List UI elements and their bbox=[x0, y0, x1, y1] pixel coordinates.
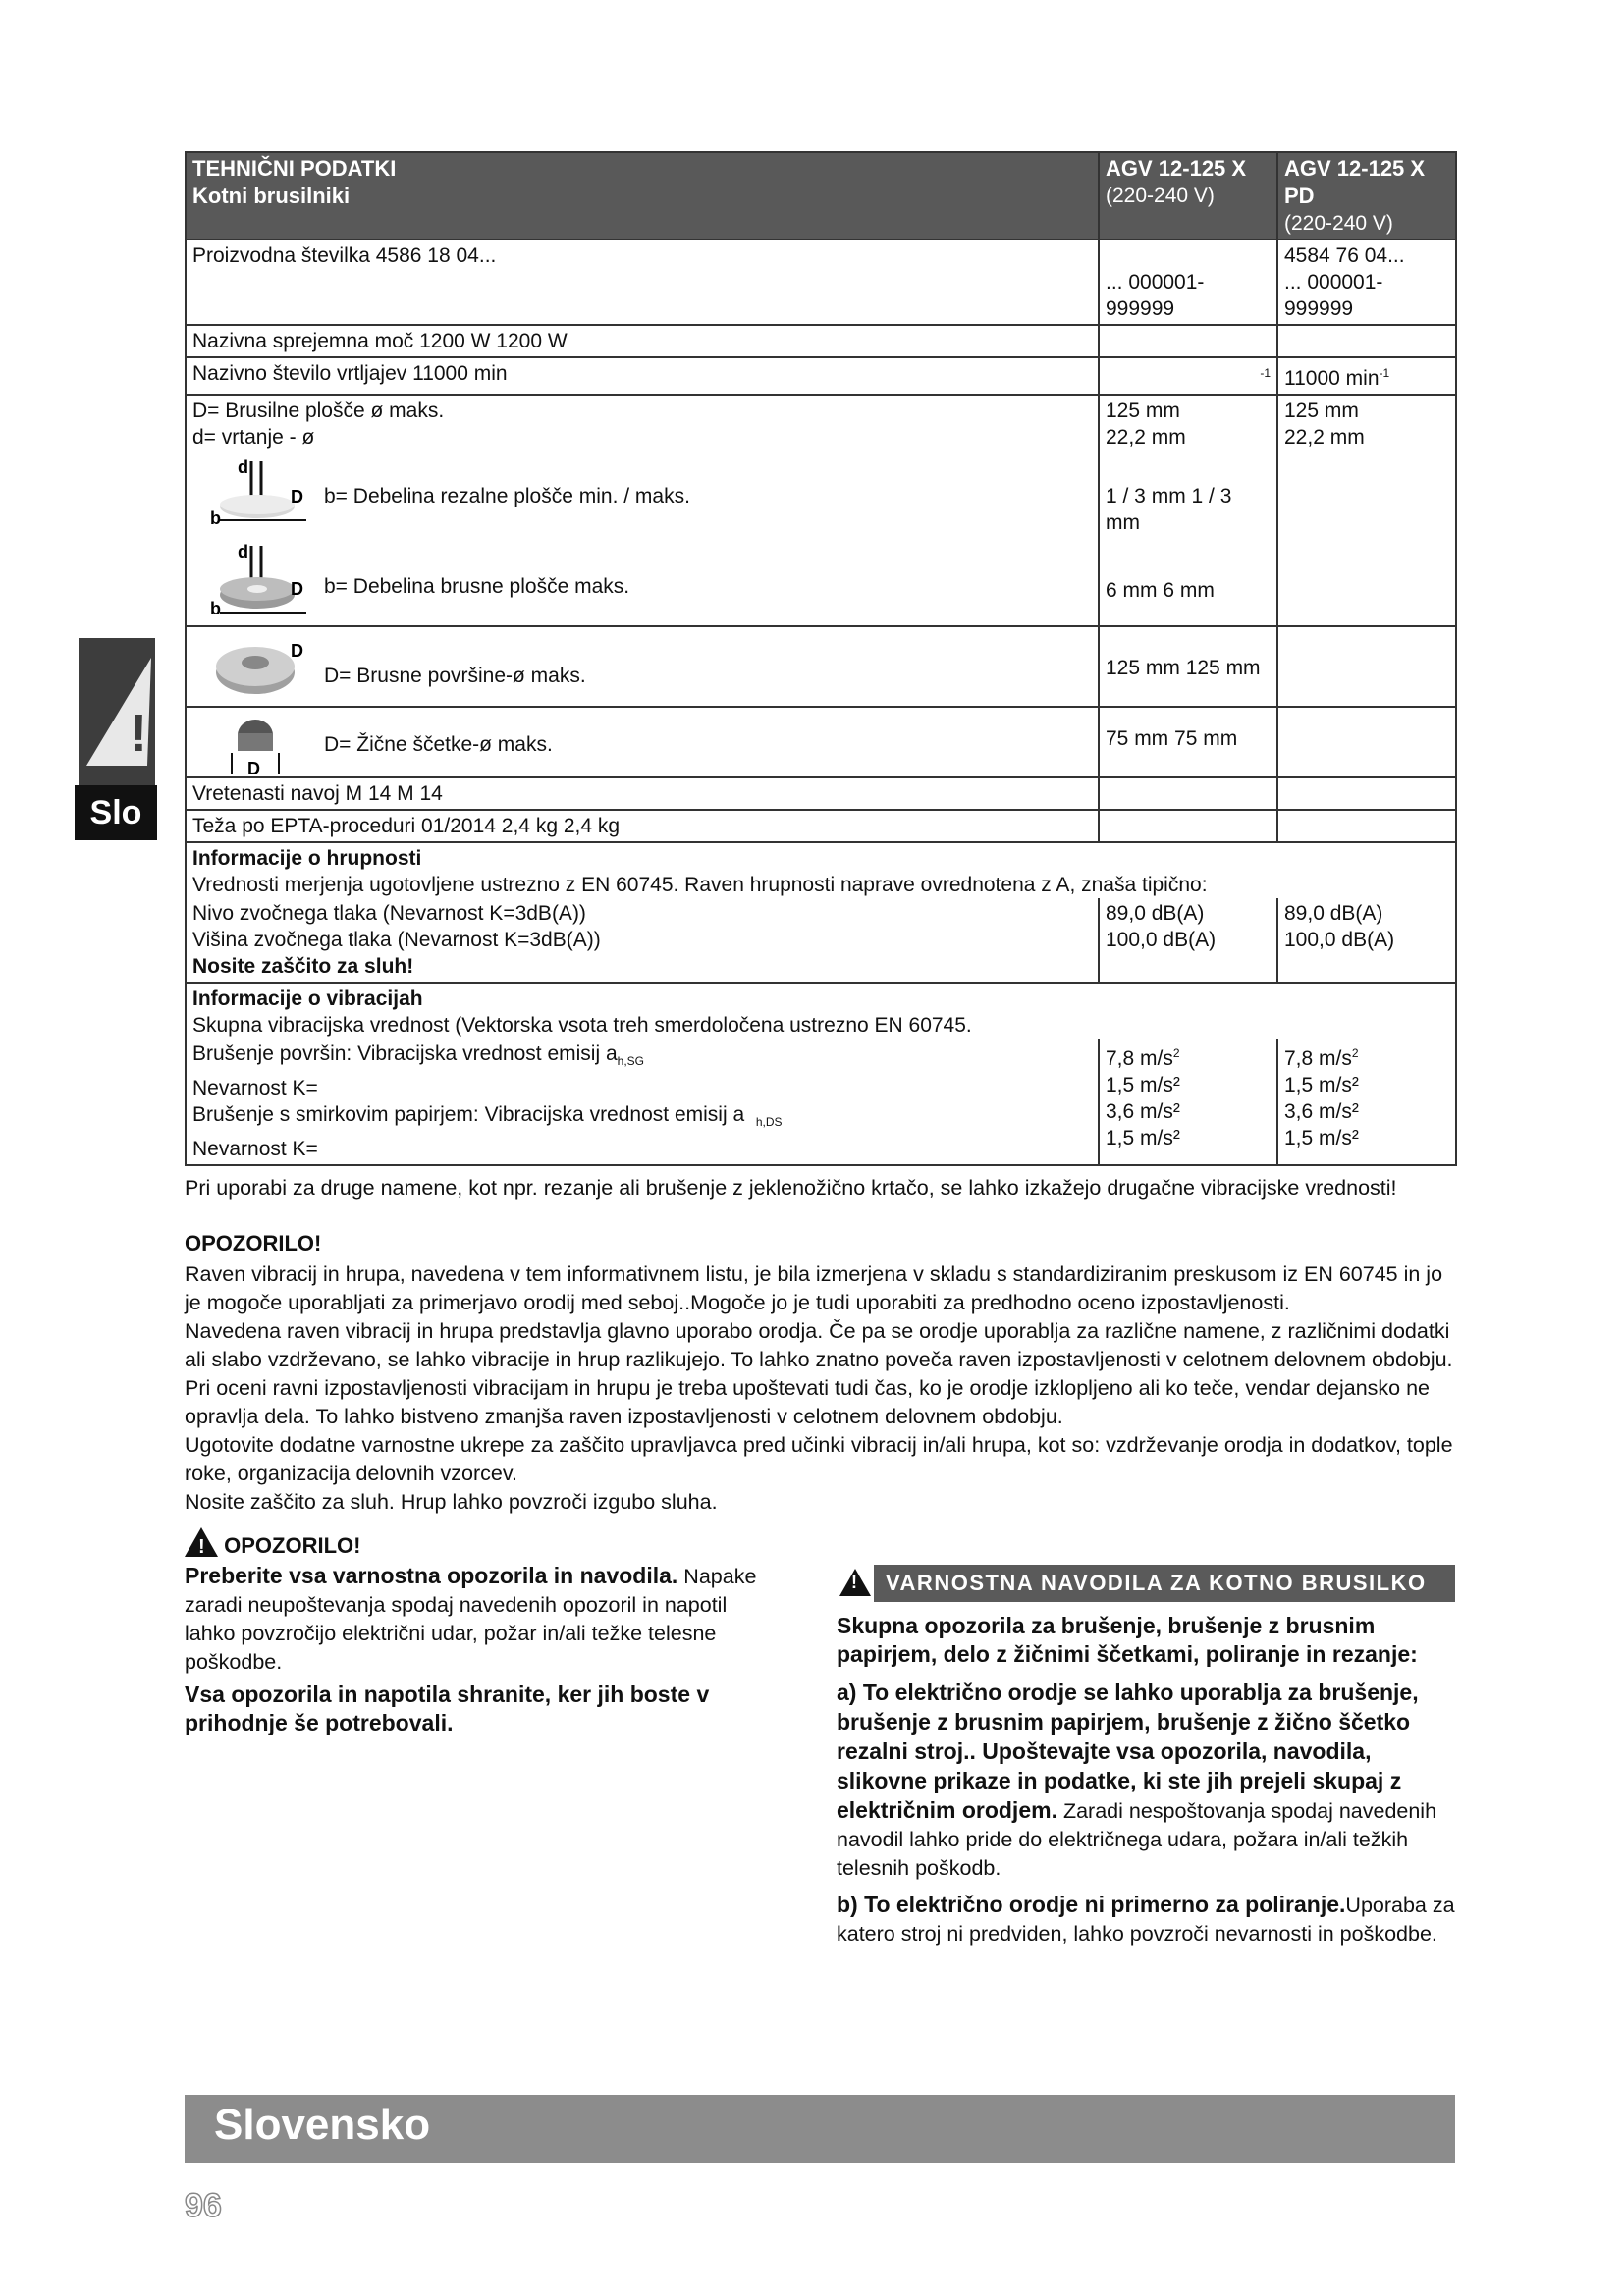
svg-text:d: d bbox=[238, 544, 248, 561]
table-row bbox=[186, 626, 1456, 707]
sound-pressure-label: Nivo zvočnega tlaka (Nevarnost K=3dB(A)) bbox=[192, 902, 586, 925]
sanding-diameter-label: D= Brusne površine-ø maks. bbox=[324, 665, 586, 687]
vib-col2-surface-sup: 2 bbox=[1351, 1046, 1359, 1060]
noise-col1-power: 100,0 dB(A) bbox=[1106, 929, 1217, 951]
vib-col2-surface: 7,8 m/s bbox=[1284, 1047, 1352, 1070]
sound-power-label: Višina zvočnega tlaka (Nevarnost K=3dB(A)) bbox=[192, 929, 601, 951]
instruction-b-bold: b) To električno orodje ni primerno za poliranje. bbox=[837, 1892, 1346, 1917]
speed-label: Nazivno število vrtljajev 11000 min bbox=[186, 357, 1099, 395]
disc-col1-bore: 22,2 mm bbox=[1106, 426, 1186, 449]
power-label: Nazivna sprejemna moč 1200 W 1200 W bbox=[186, 325, 1099, 357]
warning-paragraph: Raven vibracij in hrupa, navedena v tem informativnem listu, je bila izmerjena v skladu s standardiziranim preskusom iz EN 60745 in jo je mogoče uporabljati za primerjavo orodij med seboj..Mogoče jo je tudi uporabiti za predhodno oceno izpostavljenosti. bbox=[185, 1262, 1443, 1314]
noise-intro-cell bbox=[186, 842, 1456, 898]
language-footer-bar bbox=[185, 2095, 1455, 2163]
technical-data-table bbox=[185, 151, 1457, 1166]
table-title: TEHNIČNI PODATKI bbox=[192, 156, 397, 181]
svg-text:D: D bbox=[291, 487, 303, 507]
product-number-prefix: 4584 76 04... bbox=[1284, 244, 1405, 267]
speed-unit-sup: -1 bbox=[1379, 366, 1390, 380]
instruction-b bbox=[837, 1891, 1455, 1949]
instruction-b-text: Uporaba za katero stroj ni predviden, lahko povzroči nevarnosti in poškodbe. bbox=[837, 1894, 1455, 1946]
model-2-header bbox=[1277, 152, 1456, 240]
surface-grinding-sub: h,SG bbox=[617, 1054, 644, 1069]
model-1-header bbox=[1099, 152, 1277, 240]
instruction-a-text: Zaradi nespoštovanja spodaj navedenih navodil lahko pride do električnega udara, požara in/ali težkih telesnih poškodb. bbox=[837, 1799, 1437, 1880]
noise-col1-pressure: 89,0 dB(A) bbox=[1106, 902, 1205, 925]
table-row bbox=[186, 395, 1456, 454]
noise-labels bbox=[186, 898, 1099, 983]
table-row bbox=[186, 707, 1456, 777]
brush-col1: 75 mm 75 mm bbox=[1099, 707, 1277, 777]
side-tab-label: Slo bbox=[75, 785, 157, 840]
svg-text:D: D bbox=[247, 759, 260, 778]
noise-col1 bbox=[1099, 898, 1277, 983]
svg-text:b: b bbox=[210, 508, 221, 528]
table-row bbox=[186, 357, 1456, 395]
page-number: 96 bbox=[185, 2187, 222, 2224]
keep-instructions: Vsa opozorila in napotila shranite, ker jih boste v prihodnje še potrebovali. bbox=[185, 1682, 710, 1735]
thread-label: Vretenasti navoj M 14 M 14 bbox=[186, 777, 1099, 810]
warning-paragraph: Ugotovite dodatne varnostne ukrepe za zaščito upravljavca pred učinki vibracij in/ali hrupa, kot so: vzdrževanje orodja in dodatkov, tople roke, organizacija delovnih vzorcev. bbox=[185, 1433, 1453, 1485]
svg-text:d: d bbox=[238, 459, 248, 477]
disc-col2 bbox=[1277, 395, 1456, 454]
common-warnings-heading: Skupna opozorila za brušenje, brušenje z brusnim papirjem, delo z žičnimi ščetkami, poliranje in rezanje: bbox=[837, 1613, 1418, 1667]
noise-values-row bbox=[186, 898, 1456, 983]
general-warning-heading bbox=[185, 1527, 764, 1560]
general-warning-text bbox=[185, 1562, 764, 1677]
warning-paragraph: Pri oceni ravni izpostavljenosti vibracijam in hrupu je treba upoštevati tudi čas, ko je orodje izklopljeno ali ko teče, vendar dejansko ne opravlja dela. To lahko bistveno zmanjša raven izpostavljenosti v celotnem delovnem obdobju. bbox=[185, 1376, 1430, 1428]
disc-col1 bbox=[1099, 395, 1277, 454]
table-row bbox=[186, 454, 1456, 538]
general-warning-title: OPOZORILO! bbox=[224, 1533, 361, 1558]
cutting-disc-icon bbox=[210, 459, 308, 528]
table-row bbox=[186, 810, 1456, 842]
grinding-thickness-label: b= Debelina brusne plošče maks. bbox=[324, 575, 630, 598]
model-1-title: AGV 12-125 X bbox=[1106, 156, 1247, 181]
warning-paragraph: Nosite zaščito za sluh. Hrup lahko povzroči izgubo sluha. bbox=[185, 1490, 718, 1514]
brush-diameter-label: D= Žične ščetke-ø maks. bbox=[324, 733, 553, 756]
model-1-voltage: (220-240 V) bbox=[1106, 185, 1215, 207]
disc-col2-diameter: 125 mm bbox=[1284, 400, 1359, 422]
disc-col2-bore: 22,2 mm bbox=[1284, 426, 1365, 449]
language-side-tab bbox=[75, 638, 157, 840]
svg-text:!: ! bbox=[130, 704, 147, 763]
warning-body bbox=[185, 1260, 1455, 1517]
model-2-voltage: (220-240 V) bbox=[1284, 212, 1393, 235]
table-subtitle: Kotni brusilniki bbox=[192, 184, 351, 208]
instruction-a-bold: a) To električno orodje se lahko uporablja za brušenje, brušenje z brusnim papirjem, brušenje z žično ščetko rezalni stroj.. Upoštevajte vsa opozorila, navodila, slikovne prikaze in podatke, ki ste jih prejeli skupaj z električnim orodjem. bbox=[837, 1680, 1419, 1823]
vib-col2-paper: 3,6 m/s² bbox=[1284, 1100, 1359, 1123]
noise-heading: Informacije o hrupnosti bbox=[192, 847, 422, 870]
noise-section bbox=[186, 842, 1456, 898]
cutting-cell bbox=[186, 454, 1099, 538]
warning-triangle-icon bbox=[185, 1527, 218, 1557]
instruction-a bbox=[837, 1679, 1455, 1883]
warning-triangle-glyph: ! bbox=[198, 1536, 205, 1558]
sanding-paper-label: Brušenje s smirkovim papirjem: Vibracijska vrednost emisij a bbox=[192, 1103, 745, 1127]
vibration-intro: Skupna vibracijska vrednost (Vektorska vsota treh smerdoločena ustrezno EN 60745. bbox=[192, 1014, 972, 1037]
speed-col2 bbox=[1277, 357, 1456, 395]
sanding-paper-sub: h,DS bbox=[755, 1115, 783, 1130]
uncertainty-label-1: Nevarnost K= bbox=[192, 1077, 318, 1100]
table-title-cell bbox=[186, 152, 1099, 240]
table-row bbox=[186, 240, 1456, 325]
vib-col1-surface: 7,8 m/s bbox=[1106, 1047, 1173, 1070]
sanding-disc-icon bbox=[210, 633, 308, 702]
speed-col1: -1 bbox=[1099, 357, 1277, 395]
table-row bbox=[186, 325, 1456, 357]
wear-ear-protection: Nosite zaščito za sluh! bbox=[192, 955, 414, 978]
warning-triangle-icon bbox=[837, 1565, 874, 1602]
read-instructions-bold: Preberite vsa varnostna opozorila in navodila. bbox=[185, 1563, 678, 1588]
product-number-col1: ... 000001-999999 bbox=[1099, 240, 1277, 325]
general-warning-block bbox=[185, 1527, 764, 1737]
bar-warning-glyph: ! bbox=[851, 1573, 859, 1592]
vibration-values-row bbox=[186, 1039, 1456, 1165]
product-number-label: Proizvodna številka 4586 18 04... bbox=[186, 240, 1099, 325]
noise-col2 bbox=[1277, 898, 1456, 983]
vib-col1-risk2: 1,5 m/s² bbox=[1106, 1127, 1180, 1149]
safety-instructions-bar bbox=[837, 1565, 1455, 1602]
noise-col2-pressure: 89,0 dB(A) bbox=[1284, 902, 1383, 925]
warning-icon bbox=[79, 638, 155, 785]
weight-label: Teža po EPTA-proceduri 01/2014 2,4 kg 2,4 kg bbox=[186, 810, 1099, 842]
vib-col1-risk1: 1,5 m/s² bbox=[1106, 1074, 1180, 1096]
footer-language-title: Slovensko bbox=[214, 2101, 431, 2149]
vibration-labels bbox=[186, 1039, 1099, 1165]
uncertainty-label-2: Nevarnost K= bbox=[192, 1138, 318, 1161]
angle-grinder-safety-block bbox=[837, 1612, 1455, 1949]
cutting-thickness-label: b= Debelina rezalne plošče min. / maks. bbox=[324, 485, 690, 507]
model-2-title: AGV 12-125 X PD bbox=[1284, 156, 1426, 208]
grinding-col1: 6 mm 6 mm bbox=[1099, 538, 1277, 626]
vib-col2-risk1: 1,5 m/s² bbox=[1284, 1074, 1359, 1096]
table-header-row bbox=[186, 152, 1456, 240]
vib-col1-paper: 3,6 m/s² bbox=[1106, 1100, 1180, 1123]
vibration-col2 bbox=[1277, 1039, 1456, 1165]
safety-bar-title: VARNOSTNA NAVODILA ZA KOTNO BRUSILKO bbox=[886, 1571, 1427, 1595]
vibration-section bbox=[186, 983, 1456, 1039]
read-instructions-text: Napake zaradi neupoštevanja spodaj navedenih opozoril in napotil lahko povzročijo električni udar, požar in/ali težke telesne poškodbe. bbox=[185, 1565, 757, 1674]
sanding-col1: 125 mm 125 mm bbox=[1099, 626, 1277, 707]
wire-brush-icon bbox=[210, 714, 308, 778]
vib-col1-surface-sup: 2 bbox=[1172, 1046, 1180, 1060]
vibration-heading: Informacije o vibracijah bbox=[192, 988, 423, 1010]
table-row bbox=[186, 777, 1456, 810]
vibration-col1 bbox=[1099, 1039, 1277, 1165]
cutting-col1: 1 / 3 mm 1 / 3 mm bbox=[1099, 454, 1277, 538]
speed-value: 11000 min bbox=[1284, 367, 1380, 390]
product-number-col2 bbox=[1277, 240, 1456, 325]
noise-col2-power: 100,0 dB(A) bbox=[1284, 929, 1395, 951]
table-row bbox=[186, 538, 1456, 626]
disc-diameter-label: D= Brusilne plošče ø maks. bbox=[192, 400, 445, 422]
svg-text:D: D bbox=[291, 641, 303, 661]
surface-grinding-label: Brušenje površin: Vibracijska vrednost emisij a bbox=[192, 1042, 618, 1065]
product-number-range: ... 000001-999999 bbox=[1284, 271, 1383, 320]
noise-intro: Vrednosti merjenja ugotovljene ustrezno z EN 60745. Raven hrupnosti naprave ovrednotena z A, znaša tipično: bbox=[192, 874, 1208, 896]
sanding-cell bbox=[186, 626, 1099, 707]
vibration-note: Pri uporabi za druge namene, kot npr. rezanje ali brušenje z jeklenožično krtačo, se lahko izkažejo drugačne vibracijske vrednosti! bbox=[185, 1176, 1397, 1200]
vib-col2-risk2: 1,5 m/s² bbox=[1284, 1127, 1359, 1149]
vibration-intro-cell bbox=[186, 983, 1456, 1039]
warning-heading: OPOZORILO! bbox=[185, 1231, 322, 1255]
warning-paragraph: Navedena raven vibracij in hrupa predstavlja glavno uporabo orodja. Če pa se orodje uporablja za različne namene, z različnimi dodatki ali slabo vzdrževano, se lahko vibracije in hrup razlikujejo. To lahko znatno poveča raven izpostavljenosti v celotnem delovnem obdobju. bbox=[185, 1319, 1453, 1371]
svg-text:D: D bbox=[291, 579, 303, 599]
brush-cell bbox=[186, 707, 1099, 777]
disc-label-cell bbox=[186, 395, 1099, 454]
grinding-disc-icon bbox=[210, 544, 308, 618]
grinding-cell bbox=[186, 538, 1099, 626]
svg-text:b: b bbox=[210, 599, 221, 618]
bore-label: d= vrtanje - ø bbox=[192, 426, 315, 449]
disc-col1-diameter: 125 mm bbox=[1106, 400, 1180, 422]
